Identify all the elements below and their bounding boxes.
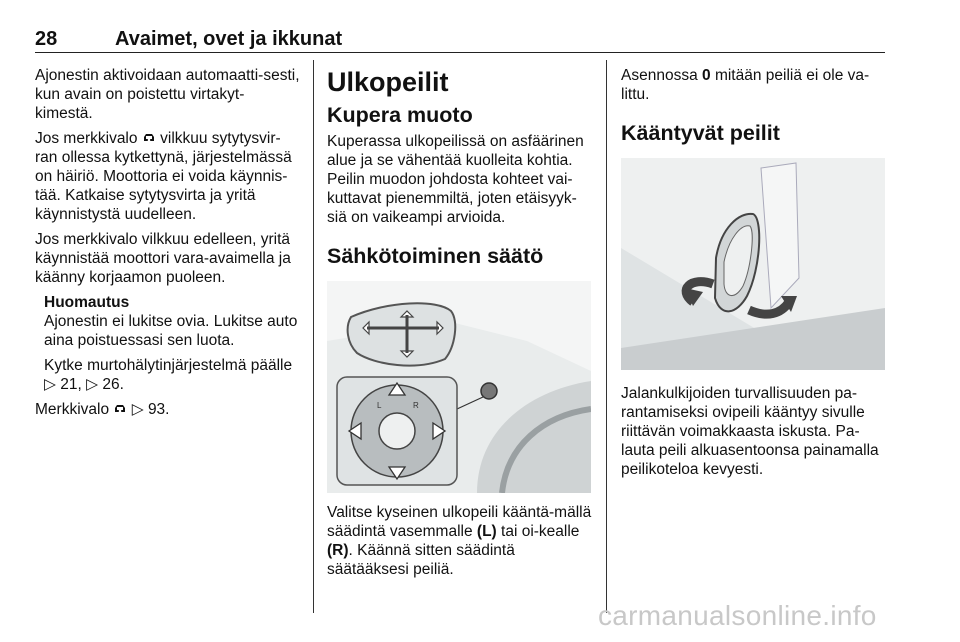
- page-ref-link[interactable]: 93.: [147, 401, 170, 418]
- column-1: [35, 66, 301, 425]
- section-heading-mirrors: Ulkopeilit: [327, 67, 449, 97]
- paragraph-convex: Kuperassa ulkopeilissä on asfäärinen alue ja se vähentää kuolleita kohtia. Peilin muodon johdosta kohteet vai-kuttavat pienemmiltä, joten etäisyyk-siä on vaikeampi arvioida.: [327, 133, 584, 226]
- paragraph-repeat: Jos merkkivalo vilkkuu edelleen, yritä käynnistää moottori vara-avaimella ja käänny korjaamon puoleen.: [35, 231, 291, 286]
- column-2: [327, 66, 595, 585]
- column-3: [621, 66, 887, 485]
- paragraph-immobilizer: Ajonestin aktivoidaan automaatti-sesti, kun avain on poistettu virtakyt-kimestä.: [35, 67, 300, 122]
- page-title: Avaimet, ovet ja ikkunat: [115, 28, 343, 50]
- page-header: [35, 28, 885, 53]
- page-ref-arrow-icon: ▷: [86, 376, 99, 393]
- note-alarm: Kytke murtohälytinjärjestelmä päälle ▷ 21, ▷ 26.: [44, 357, 293, 393]
- immobilizer-light-icon: [113, 403, 127, 415]
- svg-text:L: L: [377, 401, 382, 410]
- paragraph-position-zero: Asennossa 0 mitään peiliä ei ole va-littu.: [621, 67, 870, 103]
- page-ref-arrow-icon: ▷: [131, 401, 144, 418]
- page-ref-arrow-icon: ▷: [44, 376, 56, 393]
- column-divider-2: [606, 60, 607, 613]
- subheading-convex: Kupera muoto: [327, 103, 473, 127]
- mirror-adjust-illustration: [327, 281, 591, 493]
- watermark: carmanualsonline.info: [598, 600, 877, 631]
- subheading-electric: Sähkötoiminen säätö: [327, 244, 544, 268]
- note-title: Huomautus: [44, 294, 130, 311]
- note-box: [44, 293, 301, 394]
- paragraph-folding: Jalankulkijoiden turvallisuuden pa-rantamiseksi ovipeili kääntyy sivulle riittävän voimakkaasta iskusta. Pa-lauta peili alkuasentoonsa painamalla peilikoteloa kevyesti.: [621, 385, 879, 478]
- page-ref-link[interactable]: 26.: [102, 376, 124, 393]
- page-ref-link[interactable]: 21,: [60, 376, 82, 393]
- paragraph-electric: Valitse kyseinen ulkopeili kääntä-mällä säädintä vasemmalle (L) tai oi-kealle (R). Käännä sitten säädintä säätääksesi peiliä.: [327, 504, 592, 578]
- svg-text:R: R: [413, 401, 419, 410]
- page-number: 28: [35, 28, 58, 50]
- paragraph-warning-light: Jos merkkivalo vilkkuu sytytysvir-ran ollessa kytkettynä, järjestelmässä on häiriö. Moottoria ei voida käynnis-tää. Katkaise sytytysvirta ja yritä käynnistystä uudelleen.: [35, 130, 292, 223]
- folding-mirror-illustration: [621, 158, 885, 370]
- paragraph-indicator-ref: Merkkivalo ▷ 93.: [35, 401, 170, 418]
- note-text: Ajonestin ei lukitse ovia. Lukitse auto aina poistuessasi sen luota.: [44, 313, 298, 349]
- immobilizer-light-icon: [142, 132, 156, 144]
- column-divider-1: [313, 60, 314, 613]
- subheading-folding: Kääntyvät peilit: [621, 121, 780, 145]
